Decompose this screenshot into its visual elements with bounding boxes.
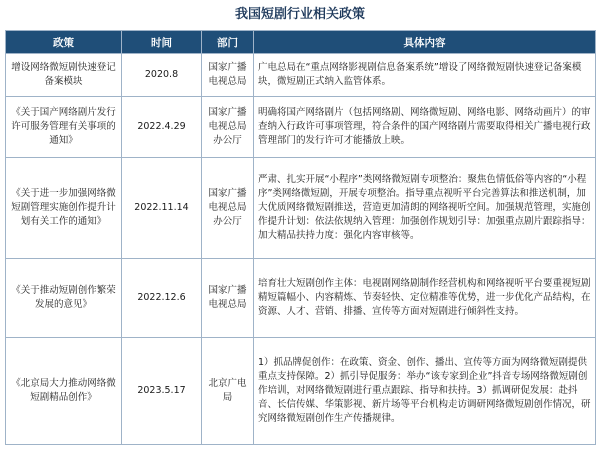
policy-cell: 《关于推动短剧创作繁荣发展的意见》 <box>6 259 122 338</box>
table-header-row <box>6 31 596 54</box>
dept-cell: 国家广播电视总局 <box>202 259 254 338</box>
time-cell: 2020.8 <box>122 54 202 97</box>
table-row <box>6 158 596 259</box>
time-cell: 2023.5.17 <box>122 338 202 445</box>
header-content: 具体内容 <box>254 31 596 54</box>
table-row <box>6 54 596 97</box>
header-time: 时间 <box>122 31 202 54</box>
dept-cell: 国家广播电视总局 <box>202 54 254 97</box>
time-cell: 2022.11.14 <box>122 158 202 259</box>
table-row <box>6 338 596 445</box>
dept-cell: 国家广播电视总局办公厅 <box>202 97 254 158</box>
content-cell: 1）抓品牌促创作：在政策、资金、创作、播出、宣传等方面为网络微短剧提供重点支持保障。2）抓引导促服务：举办“该专家到企业”抖音专场网络微短剧创作培训，对网络微短剧进行重点跟踪、指导和扶持。3）抓调研促发展：赴抖音、长信传媒、华策影视、新片场等平台机构走访调研网络微短剧创作情况，研究网络微短剧创作生产传播规律。 <box>254 338 596 445</box>
dept-cell: 国家广播电视总局办公厅 <box>202 158 254 259</box>
header-dept: 部门 <box>202 31 254 54</box>
content-cell: 培育壮大短剧创作主体：电视剧网络剧制作经营机构和网络视听平台要重视短剧精短篇幅小、内容精炼、节奏轻快、定位精准等优势，进一步优化产品结构，在资源、人才、营销、排播、宣传等方面对短剧进行倾斜性支持。 <box>254 259 596 338</box>
content-cell: 明确将国产网络剧片（包括网络剧、网络微短剧、网络电影、网络动画片）的审查纳入行政许可事项管理，符合条件的国产网络剧片需要取得相关广播电视行政管理部门的发行许可才能播放上映。 <box>254 97 596 158</box>
dept-cell: 北京广电局 <box>202 338 254 445</box>
page-title: 我国短剧行业相关政策 <box>234 7 365 22</box>
time-cell: 2022.12.6 <box>122 259 202 338</box>
policy-table <box>5 30 596 445</box>
policy-cell: 《北京局大力推动网络微短剧精品创作》 <box>6 338 122 445</box>
table-row <box>6 97 596 158</box>
table-row <box>6 259 596 338</box>
content-cell: 广电总局在“重点网络影视剧信息备案系统”增设了网络微短剧快速登记备案模块，微短剧正式纳入监管体系。 <box>254 54 596 97</box>
policy-cell: 《关于进一步加强网络微短剧管理实施创作提升计划有关工作的通知》 <box>6 158 122 259</box>
time-cell: 2022.4.29 <box>122 97 202 158</box>
policy-cell: 增设网络微短剧快速登记备案模块 <box>6 54 122 97</box>
content-cell: 严肃、扎实开展“小程序”类网络微短剧专项整治：聚焦色情低俗等内容的“小程序”类网络微短剧，开展专项整治。指导重点视听平台完善算法和推送机制，加大优质网络微短剧推送，营造更加清朗的网络视听空间。加强规范管理，实施创作提升计划：依法依规纳入管理：加强创作规划引导：加强重点剧片跟踪指导：加大精品扶持力度：强化内容审核等。 <box>254 158 596 259</box>
policy-cell: 《关于国产网络剧片发行许可服务管理有关事项的通知》 <box>6 97 122 158</box>
header-policy: 政策 <box>6 31 122 54</box>
